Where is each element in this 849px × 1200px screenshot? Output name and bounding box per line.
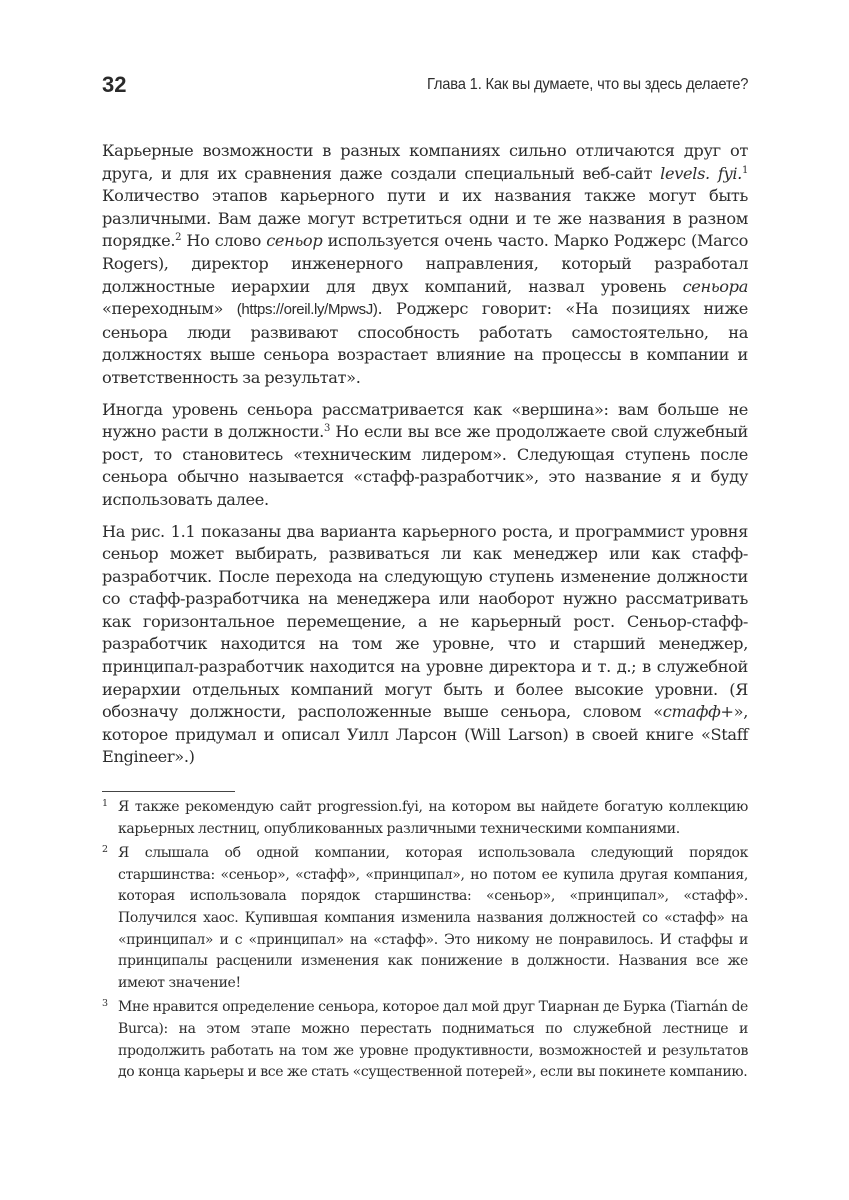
- paragraph-3: На рис. 1.1 показаны два варианта карьерного роста, и программист уровня сеньор может выбирать, развиваться ли как менеджер или как стафф-разработчик. После перехода на следующую ступень изменение должности со стафф-разработчика на менеджера или наоборот нужно рассматривать как горизонтальное перемещение, а не карьерный рост. Сеньор-стафф-разработчик находится на том же уровне, что и старший менеджер, принципал-разработчик находится на уровне директора и т. д.; в служебной иерархии отдельных компаний могут быть и более высокие уровни. (Я обозначу должности, расположенные выше сеньора, словом «стафф+», которое придумал и описал Уилл Ларсон (Will Larson) в своей книге «Staff Engineer».): [102, 521, 748, 767]
- footnote-ref-1[interactable]: 1: [741, 164, 748, 176]
- footnote-mark: 1: [102, 798, 108, 809]
- footnote-text: Мне нравится определение сеньора, которое дал мой друг Тиарнан де Бурка (Tiarnán de Burca): на этом этапе можно перестать подниматься по служебной лестнице и продолжить работать на том же уровне продуктивности, возможностей и результатов до конца карьеры и все же стать «существенной потерей», если вы покинете компанию.: [118, 999, 748, 1081]
- term-staff-plus: стафф+: [662, 702, 734, 722]
- paragraph-2: Иногда уровень сеньора рассматривается как «вершина»: вам больше не нужно расти в должности.$^3$ Но если вы все же продолжаете свой служебный рост, то становитесь «техническим лидером». Следующая ступень после сеньора обычно называется «стафф-разработчик», это название я и буду использовать далее.: [102, 399, 748, 509]
- term-senior: сеньор: [266, 231, 323, 251]
- page-number: 32: [102, 72, 127, 97]
- running-head: [102, 72, 748, 102]
- chapter-title: Глава 1. Как вы думаете, что вы здесь делаете?: [426, 76, 748, 93]
- footnote-ref-3[interactable]: 3: [323, 423, 330, 435]
- site-name: levels. fyi.: [660, 163, 742, 183]
- footnote-ref-2[interactable]: 2: [175, 232, 182, 244]
- footnote-mark: 2: [102, 844, 108, 856]
- link-url[interactable]: (https://oreil.ly/MpwsJ): [236, 301, 378, 319]
- footnote-3: [102, 997, 748, 1083]
- main-text: [102, 140, 748, 778]
- footnote-1: [102, 797, 748, 840]
- term-senior-genitive: сеньора: [682, 276, 748, 296]
- footnote-text: Я также рекомендую сайт progression.fyi, на котором вы найдете богатую коллекцию карьерных лестниц, опубликованных различными техническими компаниями.: [118, 799, 748, 837]
- footnote-2: [102, 843, 748, 994]
- footnotes: [102, 797, 748, 1087]
- paragraph-1: Карьерные возможности в разных компаниях сильно отличаются друг от друга, и для их сравнения даже создали специальный веб-сайт levels. fyi.$^1$ Количество этапов карьерного пути и их названия также могут быть различными. Вам даже могут встретиться одни и те же названия в разном порядке.$^2$ Но слово сеньор используется очень часто. Марко Роджерс (Marco Rogers), директор инженерного направления, который разработал должностные иерархии для двух компаний, назвал уровень сеньора «переходным» (https://oreil.ly/MpwsJ). Роджерс говорит: «На позициях ниже сеньора люди развивают способность работать самостоятельно, на должностях выше сеньора возрастает влияние на процессы в компании и ответственность за результат».: [102, 141, 748, 387]
- footnote-mark: 3: [102, 998, 108, 1010]
- footnote-text: Я слышала об одной компании, которая использовала следующий порядок старшинства: «сеньор», «стафф», «принципал», но потом ее купила другая компания, которая использовала порядок старшинства: «сеньор», «принципал», «стафф». Получился хаос. Купившая компания изменила названия должностей со «стафф» на «принципал» и с «принципал» на «стафф». Это никому не понравилось. И стаффы и принципалы расценили изменения как понижение в должности. Названия все же имеют значение!: [118, 845, 748, 991]
- footnote-divider: [102, 791, 235, 792]
